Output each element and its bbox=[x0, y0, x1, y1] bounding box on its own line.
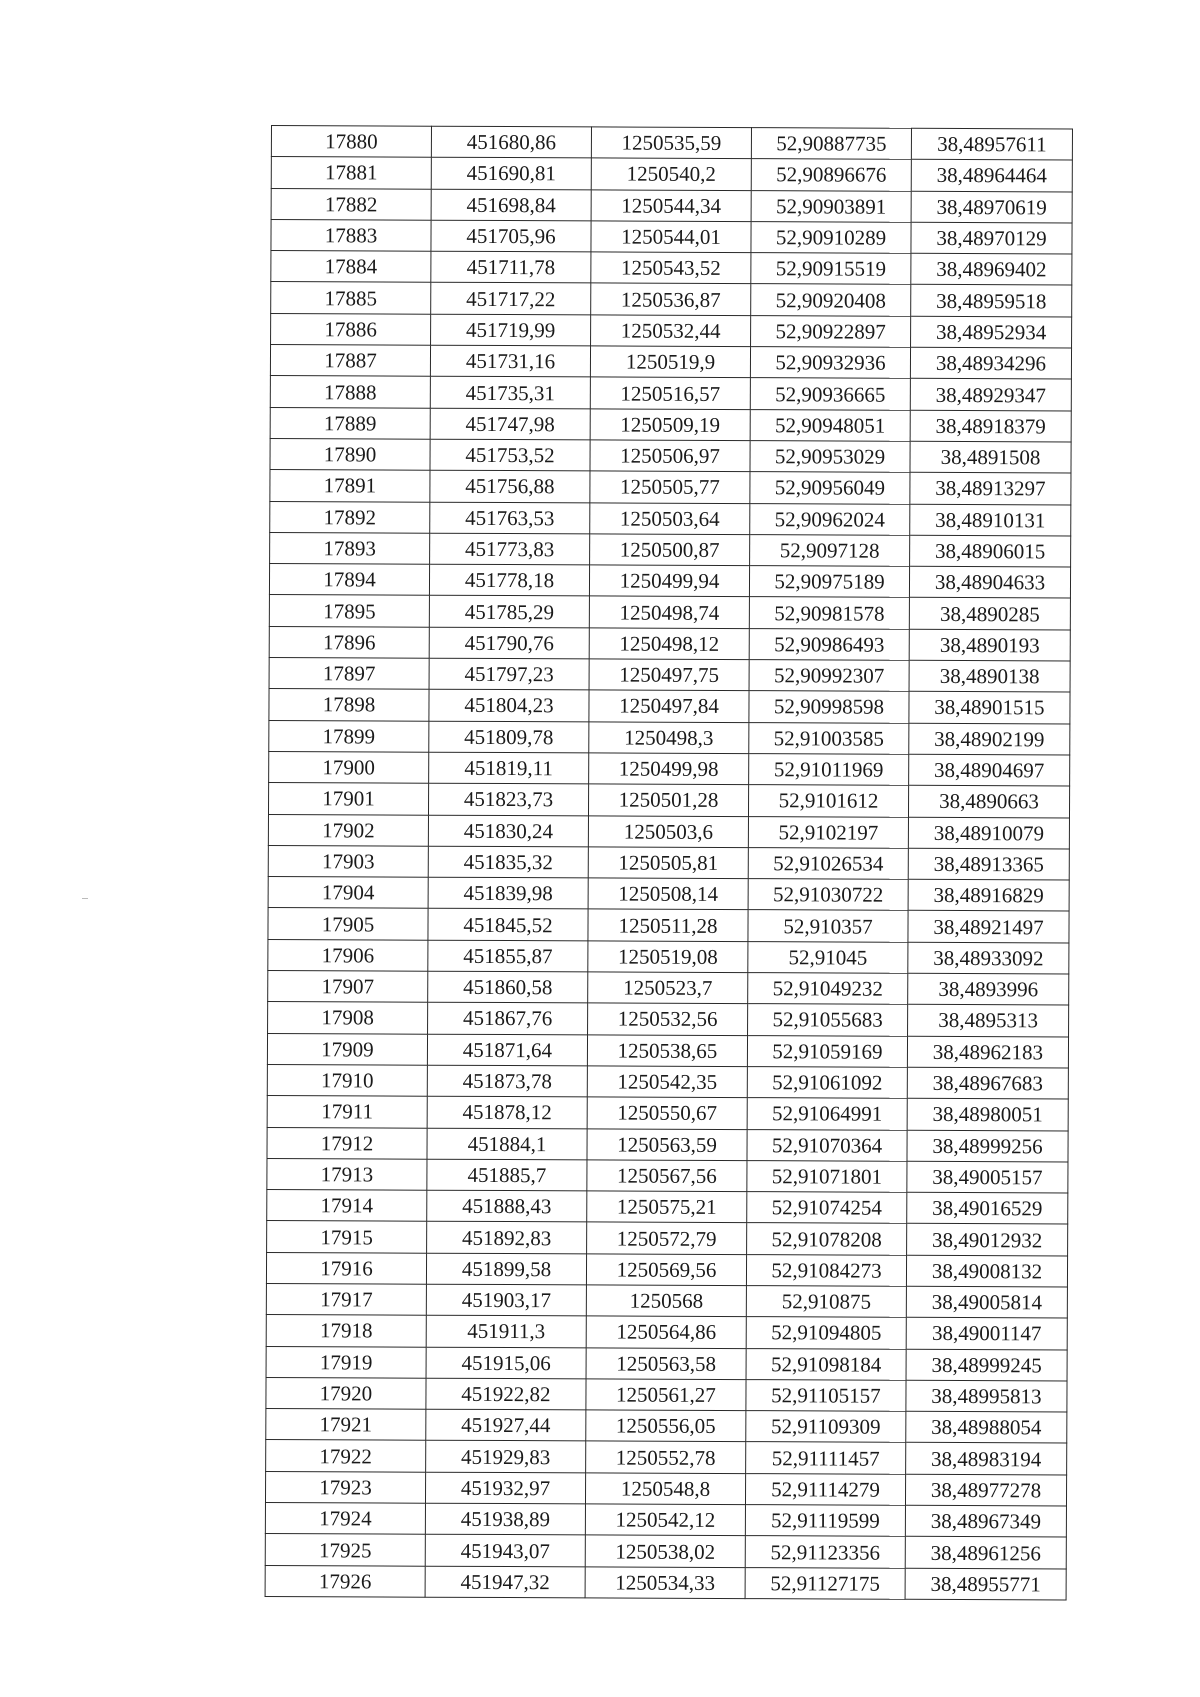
point-number-cell: 17891 bbox=[270, 470, 430, 502]
point-number-cell: 17918 bbox=[266, 1315, 426, 1347]
table-row bbox=[268, 783, 1069, 818]
y-coordinate-cell: 1250535,59 bbox=[591, 127, 751, 159]
y-coordinate-cell: 1250500,87 bbox=[590, 534, 750, 566]
x-coordinate-cell: 451922,82 bbox=[426, 1378, 586, 1410]
y-coordinate-cell: 1250544,01 bbox=[591, 221, 751, 253]
table-row bbox=[269, 564, 1070, 599]
x-coordinate-cell: 451756,88 bbox=[430, 470, 590, 502]
latitude-cell: 52,90896676 bbox=[751, 159, 911, 191]
table-row bbox=[266, 1346, 1067, 1381]
latitude-cell: 52,90922897 bbox=[751, 315, 911, 347]
point-number-cell: 17925 bbox=[265, 1534, 425, 1566]
y-coordinate-cell: 1250538,65 bbox=[587, 1034, 747, 1066]
latitude-cell: 52,90915519 bbox=[751, 253, 911, 285]
point-number-cell: 17902 bbox=[268, 814, 428, 846]
latitude-cell: 52,90936665 bbox=[750, 378, 910, 410]
table-row bbox=[271, 157, 1072, 192]
table-row bbox=[271, 126, 1072, 161]
y-coordinate-cell: 1250561,27 bbox=[586, 1379, 746, 1411]
y-coordinate-cell: 1250575,21 bbox=[587, 1191, 747, 1223]
y-coordinate-cell: 1250511,28 bbox=[588, 909, 748, 941]
point-number-cell: 17901 bbox=[268, 783, 428, 815]
x-coordinate-cell: 451705,96 bbox=[431, 220, 591, 252]
y-coordinate-cell: 1250548,8 bbox=[585, 1473, 745, 1505]
longitude-cell: 38,48902199 bbox=[909, 723, 1070, 755]
table-row bbox=[266, 1409, 1067, 1444]
y-coordinate-cell: 1250544,34 bbox=[591, 189, 751, 221]
y-coordinate-cell: 1250498,12 bbox=[589, 628, 749, 660]
x-coordinate-cell: 451929,83 bbox=[426, 1441, 586, 1473]
table-row bbox=[265, 1534, 1066, 1569]
latitude-cell: 52,90920408 bbox=[751, 284, 911, 316]
latitude-cell: 52,91003585 bbox=[749, 722, 909, 754]
latitude-cell: 52,90932936 bbox=[750, 347, 910, 379]
longitude-cell: 38,48910131 bbox=[910, 504, 1071, 536]
point-number-cell: 17900 bbox=[269, 751, 429, 783]
x-coordinate-cell: 451747,98 bbox=[430, 408, 590, 440]
latitude-cell: 52,91111457 bbox=[746, 1442, 906, 1474]
latitude-cell: 52,90981578 bbox=[749, 597, 909, 629]
latitude-cell: 52,91071801 bbox=[747, 1160, 907, 1192]
latitude-cell: 52,91070364 bbox=[747, 1129, 907, 1161]
table-row bbox=[270, 345, 1071, 380]
x-coordinate-cell: 451778,18 bbox=[429, 564, 589, 596]
table-row bbox=[268, 971, 1069, 1006]
y-coordinate-cell: 1250543,52 bbox=[591, 252, 751, 284]
longitude-cell: 38,48967349 bbox=[905, 1505, 1066, 1537]
longitude-cell: 38,48988054 bbox=[906, 1411, 1067, 1443]
table-row bbox=[267, 1127, 1068, 1162]
point-number-cell: 17886 bbox=[271, 313, 431, 345]
latitude-cell: 52,90975189 bbox=[749, 566, 909, 598]
y-coordinate-cell: 1250550,67 bbox=[587, 1097, 747, 1129]
coordinates-table bbox=[265, 125, 1073, 1600]
coordinates-table-body bbox=[265, 126, 1072, 1600]
point-number-cell: 17890 bbox=[270, 438, 430, 470]
longitude-cell: 38,48913297 bbox=[910, 473, 1071, 505]
latitude-cell: 52,91105157 bbox=[746, 1379, 906, 1411]
longitude-cell: 38,4891508 bbox=[910, 441, 1071, 473]
y-coordinate-cell: 1250501,28 bbox=[588, 784, 748, 816]
latitude-cell: 52,91049232 bbox=[748, 973, 908, 1005]
point-number-cell: 17908 bbox=[268, 1002, 428, 1034]
latitude-cell: 52,91064991 bbox=[747, 1098, 907, 1130]
latitude-cell: 52,910875 bbox=[746, 1286, 906, 1318]
longitude-cell: 38,48999256 bbox=[907, 1130, 1068, 1162]
point-number-cell: 17915 bbox=[267, 1221, 427, 1253]
x-coordinate-cell: 451871,64 bbox=[427, 1034, 587, 1066]
point-number-cell: 17926 bbox=[265, 1565, 425, 1597]
longitude-cell: 38,48929347 bbox=[910, 379, 1071, 411]
latitude-cell: 52,91078208 bbox=[747, 1223, 907, 1255]
x-coordinate-cell: 451860,58 bbox=[428, 971, 588, 1003]
point-number-cell: 17882 bbox=[271, 188, 431, 220]
point-number-cell: 17923 bbox=[265, 1471, 425, 1503]
point-number-cell: 17888 bbox=[270, 376, 430, 408]
x-coordinate-cell: 451867,76 bbox=[428, 1003, 588, 1035]
table-row bbox=[265, 1565, 1066, 1600]
x-coordinate-cell: 451885,7 bbox=[427, 1159, 587, 1191]
longitude-cell: 38,48999245 bbox=[906, 1349, 1067, 1381]
point-number-cell: 17924 bbox=[265, 1503, 425, 1535]
longitude-cell: 38,4890285 bbox=[909, 598, 1070, 630]
x-coordinate-cell: 451711,78 bbox=[431, 251, 591, 283]
table-row bbox=[267, 1190, 1068, 1225]
longitude-cell: 38,48904697 bbox=[909, 754, 1070, 786]
longitude-cell: 38,48934296 bbox=[910, 347, 1071, 379]
latitude-cell: 52,910357 bbox=[748, 910, 908, 942]
y-coordinate-cell: 1250519,08 bbox=[588, 941, 748, 973]
point-number-cell: 17907 bbox=[268, 971, 428, 1003]
table-row bbox=[269, 720, 1070, 755]
x-coordinate-cell: 451903,17 bbox=[426, 1284, 586, 1316]
x-coordinate-cell: 451680,86 bbox=[431, 126, 591, 158]
longitude-cell: 38,48967683 bbox=[907, 1067, 1068, 1099]
table-row bbox=[265, 1471, 1066, 1506]
longitude-cell: 38,48983194 bbox=[906, 1443, 1067, 1475]
point-number-cell: 17883 bbox=[271, 219, 431, 251]
latitude-cell: 52,91061092 bbox=[747, 1066, 907, 1098]
latitude-cell: 52,91098184 bbox=[746, 1348, 906, 1380]
y-coordinate-cell: 1250516,57 bbox=[590, 377, 750, 409]
latitude-cell: 52,91084273 bbox=[746, 1254, 906, 1286]
latitude-cell: 52,90956049 bbox=[750, 472, 910, 504]
point-number-cell: 17892 bbox=[270, 501, 430, 533]
x-coordinate-cell: 451823,73 bbox=[428, 783, 588, 815]
longitude-cell: 38,48918379 bbox=[910, 410, 1071, 442]
x-coordinate-cell: 451839,98 bbox=[428, 877, 588, 909]
y-coordinate-cell: 1250509,19 bbox=[590, 409, 750, 441]
latitude-cell: 52,91055683 bbox=[748, 1004, 908, 1036]
x-coordinate-cell: 451753,52 bbox=[430, 439, 590, 471]
point-number-cell: 17911 bbox=[267, 1096, 427, 1128]
point-number-cell: 17909 bbox=[267, 1033, 427, 1065]
table-row bbox=[268, 814, 1069, 849]
longitude-cell: 38,48970129 bbox=[911, 222, 1072, 254]
point-number-cell: 17895 bbox=[269, 595, 429, 627]
y-coordinate-cell: 1250532,44 bbox=[591, 315, 751, 347]
longitude-cell: 38,48995813 bbox=[906, 1380, 1067, 1412]
longitude-cell: 38,48906015 bbox=[910, 535, 1071, 567]
x-coordinate-cell: 451884,1 bbox=[427, 1128, 587, 1160]
x-coordinate-cell: 451809,78 bbox=[429, 721, 589, 753]
table-row bbox=[268, 845, 1069, 880]
latitude-cell: 52,90986493 bbox=[749, 628, 909, 660]
y-coordinate-cell: 1250505,77 bbox=[590, 471, 750, 503]
point-number-cell: 17922 bbox=[266, 1440, 426, 1472]
longitude-cell: 38,4890138 bbox=[909, 660, 1070, 692]
longitude-cell: 38,49005157 bbox=[907, 1161, 1068, 1193]
x-coordinate-cell: 451899,58 bbox=[426, 1253, 586, 1285]
x-coordinate-cell: 451873,78 bbox=[427, 1065, 587, 1097]
latitude-cell: 52,90887735 bbox=[751, 128, 911, 160]
table-row bbox=[267, 1158, 1068, 1193]
y-coordinate-cell: 1250497,84 bbox=[589, 690, 749, 722]
y-coordinate-cell: 1250572,79 bbox=[587, 1222, 747, 1254]
longitude-cell: 38,48977278 bbox=[905, 1474, 1066, 1506]
x-coordinate-cell: 451892,83 bbox=[427, 1222, 587, 1254]
point-number-cell: 17884 bbox=[271, 251, 431, 283]
latitude-cell: 52,91094805 bbox=[746, 1317, 906, 1349]
longitude-cell: 38,48913365 bbox=[908, 848, 1069, 880]
point-number-cell: 17914 bbox=[267, 1190, 427, 1222]
y-coordinate-cell: 1250567,56 bbox=[587, 1160, 747, 1192]
longitude-cell: 38,48962183 bbox=[907, 1036, 1068, 1068]
point-number-cell: 17912 bbox=[267, 1127, 427, 1159]
longitude-cell: 38,48901515 bbox=[909, 692, 1070, 724]
x-coordinate-cell: 451845,52 bbox=[428, 909, 588, 941]
table-row bbox=[268, 877, 1069, 912]
point-number-cell: 17899 bbox=[269, 720, 429, 752]
y-coordinate-cell: 1250498,3 bbox=[589, 722, 749, 754]
x-coordinate-cell: 451773,83 bbox=[430, 533, 590, 565]
table-row bbox=[267, 1064, 1068, 1099]
longitude-cell: 38,49016529 bbox=[907, 1192, 1068, 1224]
table-row bbox=[266, 1377, 1067, 1412]
point-number-cell: 17920 bbox=[266, 1377, 426, 1409]
y-coordinate-cell: 1250568 bbox=[586, 1285, 746, 1317]
point-number-cell: 17910 bbox=[267, 1064, 427, 1096]
longitude-cell: 38,48964464 bbox=[911, 160, 1072, 192]
y-coordinate-cell: 1250542,12 bbox=[585, 1504, 745, 1536]
latitude-cell: 52,91026534 bbox=[748, 847, 908, 879]
scan-speck bbox=[82, 898, 88, 899]
longitude-cell: 38,48952934 bbox=[911, 316, 1072, 348]
x-coordinate-cell: 451943,07 bbox=[425, 1535, 585, 1567]
latitude-cell: 52,91123356 bbox=[745, 1536, 905, 1568]
longitude-cell: 38,48933092 bbox=[908, 942, 1069, 974]
y-coordinate-cell: 1250556,05 bbox=[586, 1410, 746, 1442]
table-row bbox=[270, 501, 1071, 536]
x-coordinate-cell: 451719,99 bbox=[431, 314, 591, 346]
latitude-cell: 52,91109309 bbox=[746, 1411, 906, 1443]
table-row bbox=[269, 658, 1070, 693]
x-coordinate-cell: 451830,24 bbox=[428, 815, 588, 847]
x-coordinate-cell: 451915,06 bbox=[426, 1347, 586, 1379]
point-number-cell: 17904 bbox=[268, 877, 428, 909]
longitude-cell: 38,4890193 bbox=[909, 629, 1070, 661]
longitude-cell: 38,4893996 bbox=[908, 973, 1069, 1005]
y-coordinate-cell: 1250505,81 bbox=[588, 847, 748, 879]
longitude-cell: 38,49001147 bbox=[906, 1318, 1067, 1350]
x-coordinate-cell: 451947,32 bbox=[425, 1566, 585, 1598]
x-coordinate-cell: 451938,89 bbox=[425, 1503, 585, 1535]
x-coordinate-cell: 451888,43 bbox=[427, 1190, 587, 1222]
point-number-cell: 17921 bbox=[266, 1409, 426, 1441]
x-coordinate-cell: 451790,76 bbox=[429, 627, 589, 659]
longitude-cell: 38,48910079 bbox=[908, 817, 1069, 849]
x-coordinate-cell: 451763,53 bbox=[430, 502, 590, 534]
longitude-cell: 38,48980051 bbox=[907, 1098, 1068, 1130]
point-number-cell: 17897 bbox=[269, 658, 429, 690]
longitude-cell: 38,48955771 bbox=[905, 1568, 1066, 1600]
y-coordinate-cell: 1250534,33 bbox=[585, 1567, 745, 1599]
latitude-cell: 52,91127175 bbox=[745, 1567, 905, 1599]
x-coordinate-cell: 451731,16 bbox=[430, 345, 590, 377]
point-number-cell: 17885 bbox=[271, 282, 431, 314]
y-coordinate-cell: 1250519,9 bbox=[590, 346, 750, 378]
x-coordinate-cell: 451717,22 bbox=[431, 283, 591, 315]
y-coordinate-cell: 1250503,64 bbox=[590, 502, 750, 534]
table-row bbox=[271, 282, 1072, 317]
table-row bbox=[266, 1440, 1067, 1475]
x-coordinate-cell: 451878,12 bbox=[427, 1096, 587, 1128]
table-row bbox=[270, 438, 1071, 473]
latitude-cell: 52,90992307 bbox=[749, 660, 909, 692]
latitude-cell: 52,91119599 bbox=[745, 1505, 905, 1537]
table-row bbox=[269, 626, 1070, 661]
x-coordinate-cell: 451835,32 bbox=[428, 846, 588, 878]
table-row bbox=[269, 689, 1070, 724]
longitude-cell: 38,49012932 bbox=[907, 1224, 1068, 1256]
latitude-cell: 52,90910289 bbox=[751, 221, 911, 253]
table-row bbox=[266, 1283, 1067, 1318]
table-row bbox=[268, 1002, 1069, 1037]
latitude-cell: 52,90948051 bbox=[750, 409, 910, 441]
y-coordinate-cell: 1250536,87 bbox=[591, 283, 751, 315]
table-row bbox=[271, 313, 1072, 348]
point-number-cell: 17893 bbox=[270, 532, 430, 564]
point-number-cell: 17894 bbox=[269, 564, 429, 596]
point-number-cell: 17881 bbox=[271, 157, 431, 189]
y-coordinate-cell: 1250508,14 bbox=[588, 878, 748, 910]
latitude-cell: 52,90953029 bbox=[750, 441, 910, 473]
table-row bbox=[269, 595, 1070, 630]
x-coordinate-cell: 451735,31 bbox=[430, 377, 590, 409]
longitude-cell: 38,48957611 bbox=[911, 128, 1072, 160]
y-coordinate-cell: 1250538,02 bbox=[585, 1535, 745, 1567]
x-coordinate-cell: 451932,97 bbox=[425, 1472, 585, 1504]
longitude-cell: 38,4895313 bbox=[908, 1005, 1069, 1037]
x-coordinate-cell: 451785,29 bbox=[429, 596, 589, 628]
latitude-cell: 52,9097128 bbox=[750, 534, 910, 566]
y-coordinate-cell: 1250569,56 bbox=[586, 1254, 746, 1286]
longitude-cell: 38,48969402 bbox=[911, 253, 1072, 285]
latitude-cell: 52,91045 bbox=[748, 941, 908, 973]
latitude-cell: 52,91030722 bbox=[748, 879, 908, 911]
x-coordinate-cell: 451698,84 bbox=[431, 189, 591, 221]
table-row bbox=[267, 1221, 1068, 1256]
latitude-cell: 52,90998598 bbox=[749, 691, 909, 723]
y-coordinate-cell: 1250499,94 bbox=[589, 565, 749, 597]
table-row bbox=[269, 751, 1070, 786]
point-number-cell: 17903 bbox=[268, 845, 428, 877]
y-coordinate-cell: 1250564,86 bbox=[586, 1316, 746, 1348]
point-number-cell: 17889 bbox=[270, 407, 430, 439]
point-number-cell: 17919 bbox=[266, 1346, 426, 1378]
table-row bbox=[266, 1252, 1067, 1287]
latitude-cell: 52,91114279 bbox=[745, 1473, 905, 1505]
table-row bbox=[270, 407, 1071, 442]
x-coordinate-cell: 451911,3 bbox=[426, 1315, 586, 1347]
y-coordinate-cell: 1250506,97 bbox=[590, 440, 750, 472]
point-number-cell: 17917 bbox=[266, 1283, 426, 1315]
table-row bbox=[270, 470, 1071, 505]
point-number-cell: 17898 bbox=[269, 689, 429, 721]
table-row bbox=[271, 251, 1072, 286]
latitude-cell: 52,91074254 bbox=[747, 1192, 907, 1224]
table-row bbox=[271, 188, 1072, 223]
longitude-cell: 38,48959518 bbox=[911, 285, 1072, 317]
table-row bbox=[266, 1315, 1067, 1350]
y-coordinate-cell: 1250563,59 bbox=[587, 1128, 747, 1160]
y-coordinate-cell: 1250523,7 bbox=[588, 972, 748, 1004]
x-coordinate-cell: 451804,23 bbox=[429, 690, 589, 722]
table-row bbox=[270, 376, 1071, 411]
longitude-cell: 38,4890663 bbox=[908, 786, 1069, 818]
y-coordinate-cell: 1250532,56 bbox=[588, 1003, 748, 1035]
table-row bbox=[267, 1096, 1068, 1131]
x-coordinate-cell: 451855,87 bbox=[428, 940, 588, 972]
x-coordinate-cell: 451927,44 bbox=[426, 1409, 586, 1441]
point-number-cell: 17905 bbox=[268, 908, 428, 940]
point-number-cell: 17880 bbox=[271, 126, 431, 158]
longitude-cell: 38,49005814 bbox=[906, 1286, 1067, 1318]
y-coordinate-cell: 1250563,58 bbox=[586, 1347, 746, 1379]
y-coordinate-cell: 1250542,35 bbox=[587, 1066, 747, 1098]
table-row bbox=[267, 1033, 1068, 1068]
table-row bbox=[271, 219, 1072, 254]
y-coordinate-cell: 1250499,98 bbox=[589, 753, 749, 785]
latitude-cell: 52,91011969 bbox=[749, 754, 909, 786]
x-coordinate-cell: 451690,81 bbox=[431, 157, 591, 189]
table-row bbox=[265, 1503, 1066, 1538]
latitude-cell: 52,90962024 bbox=[750, 503, 910, 535]
point-number-cell: 17896 bbox=[269, 626, 429, 658]
table-row bbox=[270, 532, 1071, 567]
latitude-cell: 52,9102197 bbox=[748, 816, 908, 848]
y-coordinate-cell: 1250552,78 bbox=[586, 1441, 746, 1473]
point-number-cell: 17906 bbox=[268, 939, 428, 971]
latitude-cell: 52,91059169 bbox=[747, 1035, 907, 1067]
point-number-cell: 17916 bbox=[266, 1252, 426, 1284]
y-coordinate-cell: 1250497,75 bbox=[589, 659, 749, 691]
longitude-cell: 38,49008132 bbox=[906, 1255, 1067, 1287]
x-coordinate-cell: 451819,11 bbox=[429, 752, 589, 784]
y-coordinate-cell: 1250540,2 bbox=[591, 158, 751, 190]
longitude-cell: 38,48921497 bbox=[908, 911, 1069, 943]
point-number-cell: 17887 bbox=[270, 345, 430, 377]
x-coordinate-cell: 451797,23 bbox=[429, 658, 589, 690]
latitude-cell: 52,90903891 bbox=[751, 190, 911, 222]
longitude-cell: 38,48916829 bbox=[908, 879, 1069, 911]
point-number-cell: 17913 bbox=[267, 1158, 427, 1190]
y-coordinate-cell: 1250498,74 bbox=[589, 596, 749, 628]
longitude-cell: 38,48961256 bbox=[905, 1537, 1066, 1569]
y-coordinate-cell: 1250503,6 bbox=[588, 815, 748, 847]
longitude-cell: 38,48970619 bbox=[911, 191, 1072, 223]
table-row bbox=[268, 939, 1069, 974]
longitude-cell: 38,48904633 bbox=[909, 566, 1070, 598]
latitude-cell: 52,9101612 bbox=[748, 785, 908, 817]
table-row bbox=[268, 908, 1069, 943]
